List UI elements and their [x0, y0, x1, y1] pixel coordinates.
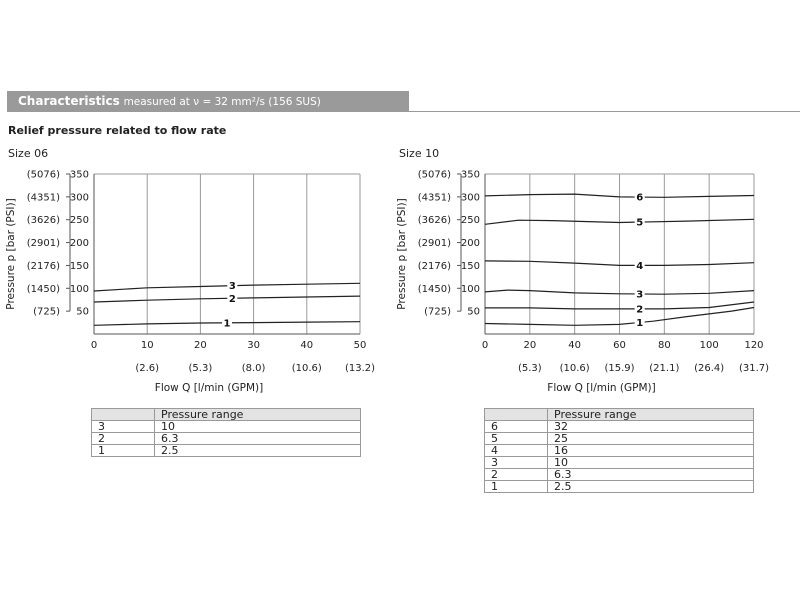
- y-tick-label-secondary: (4351): [417, 192, 451, 204]
- table-cell-range: 16: [548, 445, 754, 457]
- header-title-main: Characteristics: [18, 94, 120, 108]
- table-cell-range: 10: [548, 457, 754, 469]
- x-tick-label: 50: [353, 340, 367, 351]
- table-cell-range: 6.3: [548, 469, 754, 481]
- series-label-3: 3: [636, 289, 644, 301]
- table-cell-range: 2.5: [155, 445, 361, 457]
- table-row: [485, 433, 754, 445]
- table-row: [485, 481, 754, 493]
- y-tick-label-secondary: (2176): [417, 260, 451, 272]
- y-axis-title: Pressure p [bar (PSI)]: [5, 198, 17, 310]
- series-label-4: 4: [636, 260, 644, 272]
- y-axis-title: Pressure p [bar (PSI)]: [396, 198, 408, 310]
- x-tick-label-secondary: (5.3): [517, 363, 542, 374]
- y-tick-label: 300: [460, 192, 480, 204]
- x-tick-label: 0: [90, 340, 98, 351]
- x-tick-label: 120: [744, 340, 764, 351]
- table-header-pressure-range: Pressure range: [155, 409, 361, 421]
- table-cell-range: 6.3: [155, 433, 361, 445]
- x-tick-label-secondary: (8.0): [241, 363, 266, 374]
- table-cell-range: 10: [155, 421, 361, 433]
- y-tick-label: 200: [69, 238, 89, 250]
- y-tick-label-secondary: (1450): [26, 283, 60, 295]
- y-tick-label-secondary: (5076): [26, 169, 60, 181]
- x-tick-label: 60: [613, 340, 626, 351]
- x-tick-label: 30: [247, 340, 260, 351]
- table-cell-range: 25: [548, 433, 754, 445]
- table-header-blank: [92, 409, 155, 421]
- table-cell-curve: 2: [485, 469, 548, 481]
- series-label-5: 5: [636, 217, 644, 229]
- y-tick-label: 200: [460, 238, 480, 250]
- x-tick-label: 80: [657, 340, 671, 351]
- y-tick-label: 50: [467, 306, 480, 318]
- y-tick-label-secondary: (725): [33, 306, 60, 318]
- y-tick-label-secondary: (4351): [26, 192, 60, 204]
- x-tick-label-secondary: (31.7): [738, 363, 770, 374]
- x-tick-label-secondary: (5.3): [188, 363, 213, 374]
- x-axis-title: Flow Q [l/min (GPM)]: [154, 382, 264, 394]
- y-tick-label: 300: [69, 192, 89, 204]
- x-tick-label-secondary: (10.6): [291, 363, 322, 374]
- x-tick-label: 40: [568, 340, 582, 351]
- table-cell-curve: 4: [485, 445, 548, 457]
- pressure-range-table-size-10: [484, 408, 754, 493]
- y-tick-label: 100: [460, 283, 480, 295]
- pressure-range-table-size-06: [91, 408, 361, 457]
- x-axis-title: Flow Q [l/min (GPM)]: [547, 382, 656, 394]
- chart-size-06-label: Size 06: [8, 147, 49, 160]
- chart-size-10-label: Size 10: [399, 147, 440, 160]
- series-label-1: 1: [223, 318, 231, 330]
- y-tick-label: 250: [460, 215, 480, 227]
- y-tick-label: 250: [69, 215, 89, 227]
- table-row: [92, 445, 361, 457]
- y-tick-label-secondary: (5076): [417, 169, 451, 181]
- table-row: [92, 433, 361, 445]
- x-tick-label-secondary: (21.1): [649, 363, 680, 374]
- y-tick-label: 150: [69, 260, 89, 272]
- x-tick-label-secondary: (10.6): [559, 363, 590, 374]
- table-header-blank: [485, 409, 548, 421]
- x-tick-label: 10: [140, 340, 154, 351]
- section-title: Relief pressure related to flow rate: [8, 124, 227, 137]
- series-label-1: 1: [636, 317, 644, 329]
- x-tick-label-secondary: (13.2): [344, 363, 376, 374]
- table-cell-curve: 1: [485, 481, 548, 493]
- table-cell-curve: 1: [92, 445, 155, 457]
- series-label-2: 2: [636, 304, 644, 316]
- series-label-2: 2: [228, 293, 236, 305]
- x-tick-label-secondary: (15.9): [604, 363, 635, 374]
- series-line-3: [94, 283, 360, 291]
- y-tick-label: 50: [76, 306, 89, 318]
- y-tick-label-secondary: (2901): [417, 238, 451, 250]
- table-row: [485, 421, 754, 433]
- y-tick-label-secondary: (3626): [417, 215, 451, 227]
- series-line-2: [94, 296, 360, 302]
- y-tick-label-secondary: (1450): [417, 283, 451, 295]
- table-cell-curve: 3: [92, 421, 155, 433]
- table-row: [485, 457, 754, 469]
- x-tick-label-secondary: (26.4): [694, 363, 725, 374]
- x-tick-label: 20: [194, 340, 207, 351]
- header-subtitle: measured at ν = 32 mm²/s (156 SUS): [123, 96, 321, 108]
- y-tick-label: 350: [460, 169, 480, 181]
- table-row: [485, 469, 754, 481]
- y-tick-label-secondary: (725): [424, 306, 451, 318]
- table-cell-range: 2.5: [548, 481, 754, 493]
- y-tick-label: 350: [69, 169, 89, 181]
- table-cell-curve: 3: [485, 457, 548, 469]
- table-header-pressure-range: Pressure range: [548, 409, 754, 421]
- table-cell-curve: 6: [485, 421, 548, 433]
- y-tick-label: 100: [69, 283, 89, 295]
- y-tick-label: 150: [460, 260, 480, 272]
- x-tick-label-secondary: (2.6): [135, 363, 160, 374]
- x-tick-label: 100: [699, 340, 719, 351]
- x-tick-label: 40: [300, 340, 314, 351]
- table-row: [485, 445, 754, 457]
- y-tick-label-secondary: (3626): [26, 215, 60, 227]
- table-cell-range: 32: [548, 421, 754, 433]
- series-label-3: 3: [228, 281, 236, 293]
- table-cell-curve: 2: [92, 433, 155, 445]
- x-tick-label: 20: [523, 340, 537, 351]
- table-row: [92, 421, 361, 433]
- table-cell-curve: 5: [485, 433, 548, 445]
- series-label-6: 6: [636, 192, 644, 204]
- y-tick-label-secondary: (2176): [26, 260, 60, 272]
- y-tick-label-secondary: (2901): [26, 238, 60, 250]
- x-tick-label: 0: [481, 340, 489, 351]
